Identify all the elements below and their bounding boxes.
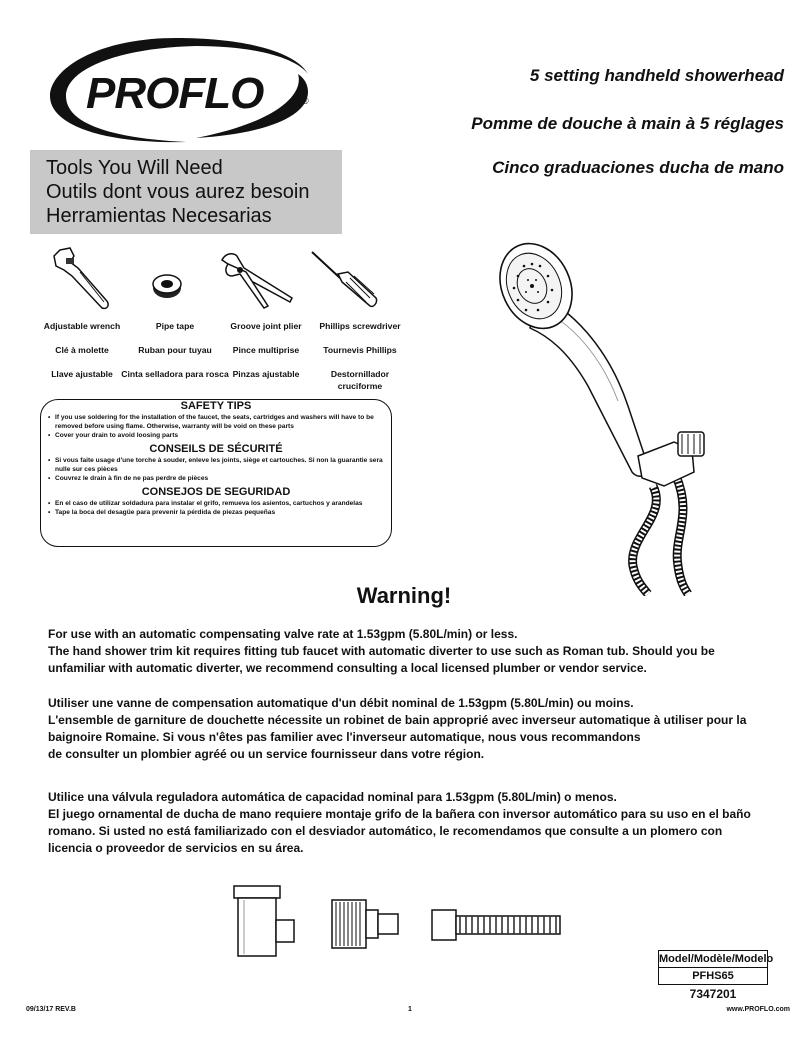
safety-item: • Tape la boca del desagüe para prevenir la pérdida de piezas pequeñas (55, 508, 391, 517)
tool-label-es: Llave ajustable (51, 369, 113, 379)
parts-illustration (220, 880, 570, 960)
svg-text:®: ® (302, 96, 309, 106)
safety-item: • If you use soldering for the installation of the faucet, the seats, cartridges and washers will have to be removed before using flame. Otherwise, warranty will be void on these parts (55, 413, 391, 431)
safety-item: • Cover your drain to avoid loosing parts (55, 431, 391, 440)
warning-paragraph-es (48, 789, 763, 857)
safety-title-en: SAFETY TIPS (180, 400, 252, 412)
tool-label-es: Destornillador cruciforme (330, 369, 390, 391)
footer-page-number: 1 (408, 1006, 412, 1013)
tools-header-fr: Outils dont vous aurez besoin (46, 181, 310, 203)
pipe-tape-icon (150, 272, 184, 300)
tool-label-en: Phillips screwdriver (319, 321, 401, 331)
model-number: PFHS65 (659, 967, 767, 984)
footer-revision: 09/13/17 REV.B (26, 1006, 76, 1013)
tool-label-en: Groove joint plier (230, 321, 302, 331)
tool-label-es: Cinta selladora para rosca (121, 369, 229, 379)
product-title-en: 5 setting handheld showerhead (529, 66, 784, 85)
shower-hose-icon (432, 910, 560, 940)
safety-list-fr (41, 456, 391, 483)
tools-header-es: Herramientas Necesarias (46, 205, 272, 227)
warning-line: For use with an automatic compensating valve rate at 1.53gpm (5.80L/min) or less. (48, 627, 518, 641)
warning-line: Utilice una válvula reguladora automática de capacidad nominal para 1.53gpm (5.80L/min) o menos. (48, 790, 617, 804)
safety-tips-box (40, 399, 392, 547)
tool-label-en: Pipe tape (155, 321, 195, 331)
tools-header-en: Tools You Will Need (46, 157, 223, 179)
tool-label-es: Pinzas ajustable (232, 369, 300, 379)
safety-item: • Si vous faite usage d'une torche à souder, enleve les joints, siège et cartouches. Si non la guarantie sera nulle sur ces pièces (55, 456, 391, 474)
product-title-fr: Pomme de douche à main à 5 réglages (471, 114, 784, 133)
tool-label-fr: Clé à molette (55, 345, 109, 355)
tool-label-en: Adjustable wrench (43, 321, 121, 331)
safety-item: • Couvrez le drain à fin de ne pas perdre de pièces (55, 474, 391, 483)
warning-title: Warning! (356, 583, 452, 608)
handheld-showerhead-illustration (478, 236, 728, 596)
model-box (658, 950, 774, 985)
model-info (658, 950, 774, 1001)
safety-list-es (41, 499, 391, 517)
model-label: Model/Modèle/Modelo (659, 953, 774, 965)
warning-line: El juego ornamental de ducha de mano requiere montaje grifo de la bañera con inversor automático para su uso en el baño romano. Si usted no está familiarizado con el desviador automático, le recomendamos que consulte a un plomero con licencia o proveedor de servicios en su área. (48, 807, 751, 855)
warning-paragraph-en (48, 626, 763, 677)
warning-line: Utiliser une vanne de compensation automatique d'un débit nominal de 1.53gpm (5.80L/min) ou moins. (48, 696, 634, 710)
tool-label-fr: Tournevis Phillips (323, 345, 397, 355)
threaded-adapter-icon (332, 900, 398, 948)
safety-title-fr: CONSEILS DE SÉCURITÉ (149, 443, 283, 455)
warning-line: The hand shower trim kit requires fitting tub faucet with automatic diverter to use such as Roman tub. Should you be unfamiliar with automatic diverter, we recommend consulting a local licensed plumber or vendor service. (48, 644, 715, 675)
footer-website: www.PROFLO.com (726, 1006, 790, 1013)
adjustable-wrench-icon (52, 246, 116, 316)
tool-phillips-screwdriver (310, 320, 410, 392)
tools-header-box (30, 150, 342, 234)
tool-pipe-tape (120, 320, 230, 392)
tool-groove-joint-plier (216, 320, 316, 392)
product-title-es: Cinco graduaciones ducha de mano (492, 158, 784, 177)
tool-label-fr: Pince multiprise (232, 345, 300, 355)
model-code: 7347201 (689, 987, 737, 1001)
tool-label-fr: Ruban pour tuyau (138, 345, 212, 355)
safety-item: • En el caso de utilizar soldadura para instalar el grifo, remueva los asientos, cartuchos y arandelas (55, 499, 391, 508)
warning-paragraph-fr (48, 695, 763, 763)
tool-adjustable-wrench (32, 320, 132, 392)
warning-line: L'ensemble de garniture de douchette nécessite un robinet de bain approprié avec inverseur automatique à utiliser pour la baignoire Romaine. Si vous n'êtes pas familier avec l'inverseur automatique, nous vous recommandons (48, 713, 747, 744)
phillips-screwdriver-icon (310, 250, 380, 310)
safety-list-en (41, 413, 391, 440)
svg-text:PROFLO: PROFLO (86, 69, 264, 118)
warning-line: de consulter un plombier agréé ou un service fournisseur dans votre région. (48, 747, 485, 761)
proflo-logo (46, 34, 314, 146)
groove-joint-plier-icon (218, 250, 296, 312)
diverter-tee-icon (234, 886, 294, 956)
safety-title-es: CONSEJOS DE SEGURIDAD (141, 486, 291, 498)
